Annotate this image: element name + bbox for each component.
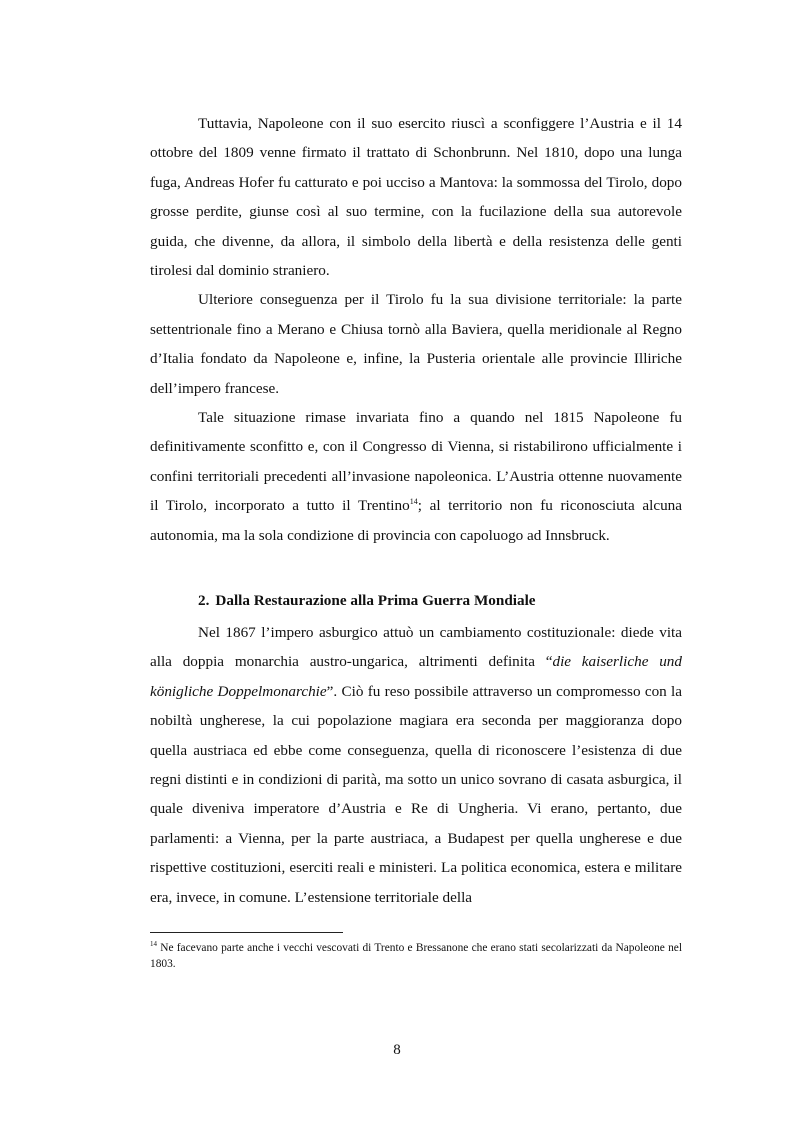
paragraph-congress-of-vienna — [150, 403, 682, 550]
section-heading — [198, 590, 536, 612]
footnote-reference[interactable]: 14 — [409, 497, 418, 507]
body-text-section — [150, 618, 682, 912]
paragraph-dual-monarchy-text-1: Nel 1867 l’impero asburgico attuò un cambiamento costituzionale: diede vita alla doppia monarchia austro-ungarica, altrimenti definita “ — [150, 624, 682, 671]
footnote — [150, 941, 682, 972]
body-text-top — [150, 109, 682, 550]
paragraph-congress-text-2: ; al territorio non fu riconosciuta alcuna autonomia, ma la sola condizione di provincia con capoluogo ad Innsbruck. — [150, 497, 682, 544]
paragraph-congress-text-1: Tale situazione rimase invariata fino a quando nel 1815 Napoleone fu definitivamente sconfitto e, con il Congresso di Vienna, si ristabilirono ufficialmente i confini territoriali precedenti all’invasione napoleonica. L’Austria ottenne nuovamente il Tirolo, incorporato a tutto il Trentino — [150, 409, 682, 515]
footnote-number: 14 — [150, 940, 157, 949]
paragraph-schonbrunn: Tuttavia, Napoleone con il suo esercito riuscì a sconfiggere l’Austria e il 14 ottobre del 1809 venne firmato il trattato di Schonbrunn. Nel 1810, dopo una lunga fuga, Andreas Hofer fu catturato e poi ucciso a Mantova: la sommossa del Tirolo, dopo grosse perdite, giunse così al suo termine, con la fucilazione della sua autorevole guida, che divenne, da allora, il simbolo della libertà e della resistenza delle genti tirolesi dal dominio straniero. — [150, 115, 682, 280]
page-number: 8 — [393, 1042, 401, 1058]
paragraph-territorial-division: Ulteriore conseguenza per il Tirolo fu la sua divisione territoriale: la parte settentrionale fino a Merano e Chiusa tornò alla Baviera, quella meridionale al Regno d’Italia fondato da Napoleone e, infine, la Pusteria orientale alle provincie Illiriche dell’impero francese. — [150, 291, 682, 397]
italic-german-term: die kaiserliche und königliche Doppelmonarchie — [150, 653, 682, 700]
footnote-divider — [150, 932, 343, 933]
section-number: 2. — [198, 592, 210, 609]
section-title: Dalla Restaurazione alla Prima Guerra Mondiale — [215, 592, 536, 609]
footnote-text: Ne facevano parte anche i vecchi vescovati di Trento e Bressanone che erano stati secolarizzati da Napoleone nel 1803. — [150, 942, 682, 970]
paragraph-dual-monarchy-text-2: ”. Ciò fu reso possibile attraverso un compromesso con la nobiltà ungherese, la cui popolazione magiara era seconda per maggioranza dopo quella austriaca ed ebbe come conseguenza, quella di riconoscere l’esistenza di due regni distinti e in condizioni di parità, ma sotto un unico sovrano di casata asburgica, il quale diveniva imperatore d’Austria e Re di Ungheria. Vi erano, pertanto, due parlamenti: a Vienna, per la parte austriaca, a Budapest per quella ungherese e due rispettive costituzioni, eserciti reali e ministeri. La politica economica, estera e militare era, invece, in comune. L’estensione territoriale della — [150, 682, 683, 906]
paragraph-dual-monarchy — [150, 618, 682, 912]
